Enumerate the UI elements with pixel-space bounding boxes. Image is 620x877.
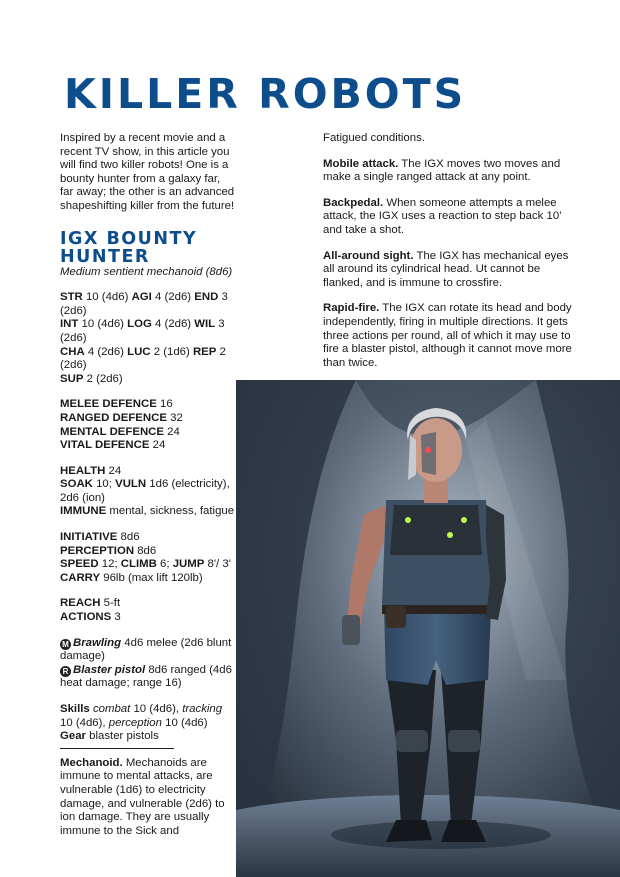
ability-rapid-fire: Rapid-fire. The IGX can rotate its head and body independently, firing in multiple directions. It gets three actions per round, all of which it may use to fire a blaster pistol, although it cannot move more than twice. — [323, 302, 572, 369]
attack-block: M Brawling 4d6 melee (2d6 blunt damage) R Blaster pistol 8d6 ranged (4d6 heat damage; range 16) — [60, 636, 232, 690]
intro-paragraph: Inspired by a recent movie and a recent TV show, in this article you will find two killer robots! One is a bounty hunter from a galaxy far, far away; the other is an advanced shapeshifting killer from the future! — [60, 132, 235, 212]
ability-all-around-sight: All-around sight. The IGX has mechanical eyes all around its cylindrical head. Ut cannot be flanked, and is immune to crossfire. — [323, 249, 569, 289]
ability-mobile-attack: Mobile attack. The IGX moves two moves and make a single ranged attack at any point. — [323, 157, 561, 184]
ability-backpedal: Backpedal. When someone attempts a melee attack, the IGX uses a reaction to step back 10’ and take a shot. — [323, 196, 562, 236]
cyborg-bounty-hunter-illustration — [236, 380, 620, 877]
right-column — [323, 132, 573, 382]
mechanoid-trait-continued: Fatigued conditions. — [323, 132, 425, 144]
defence-block: MELEE DEFENCE 16 RANGED DEFENCE 32 MENTAL DEFENCE 24 VITAL DEFENCE 24 — [60, 398, 183, 452]
divider — [60, 748, 174, 749]
section-heading: IGX BOUNTY HUNTER — [60, 228, 198, 267]
melee-attack-icon: M — [60, 639, 71, 650]
ranged-attack-icon: R — [60, 666, 71, 677]
reach-block: REACH 5-ft ACTIONS 3 — [60, 597, 121, 624]
skills-block: Skills combat 10 (4d6), tracking 10 (4d6), perception 10 (4d6) Gear blaster pistols — [60, 703, 223, 743]
attribute-block: STR 10 (4d6) AGI 4 (2d6) END 3 (2d6) INT 10 (4d6) LOG 4 (2d6) WIL 3 (2d6) CHA 4 (2d6) LUC 2 (1d6) REP 2 (2d6) SUP 2 (2d6) — [60, 291, 228, 385]
mechanoid-trait: Mechanoid. Mechanoids are immune to mental attacks, are vulnerable (1d6) to electricity damage, and vulnerable (2d6) to ion damage. They are usually immune to the Sick and — [60, 756, 225, 837]
left-column — [60, 132, 236, 850]
page-title: KILLER ROBOTS — [64, 70, 467, 118]
health-block: HEALTH 24 SOAK 10; VULN 1d6 (electricity), 2d6 (ion) IMMUNE mental, sickness, fatigue — [60, 464, 235, 518]
movement-block: INITIATIVE 8d6 PERCEPTION 8d6 SPEED 12; CLIMB 6; JUMP 8'/ 3' CARRY 96lb (max lift 120lb) — [60, 531, 231, 584]
creature-subtitle: Medium sentient mechanoid (8d6) — [60, 265, 233, 278]
